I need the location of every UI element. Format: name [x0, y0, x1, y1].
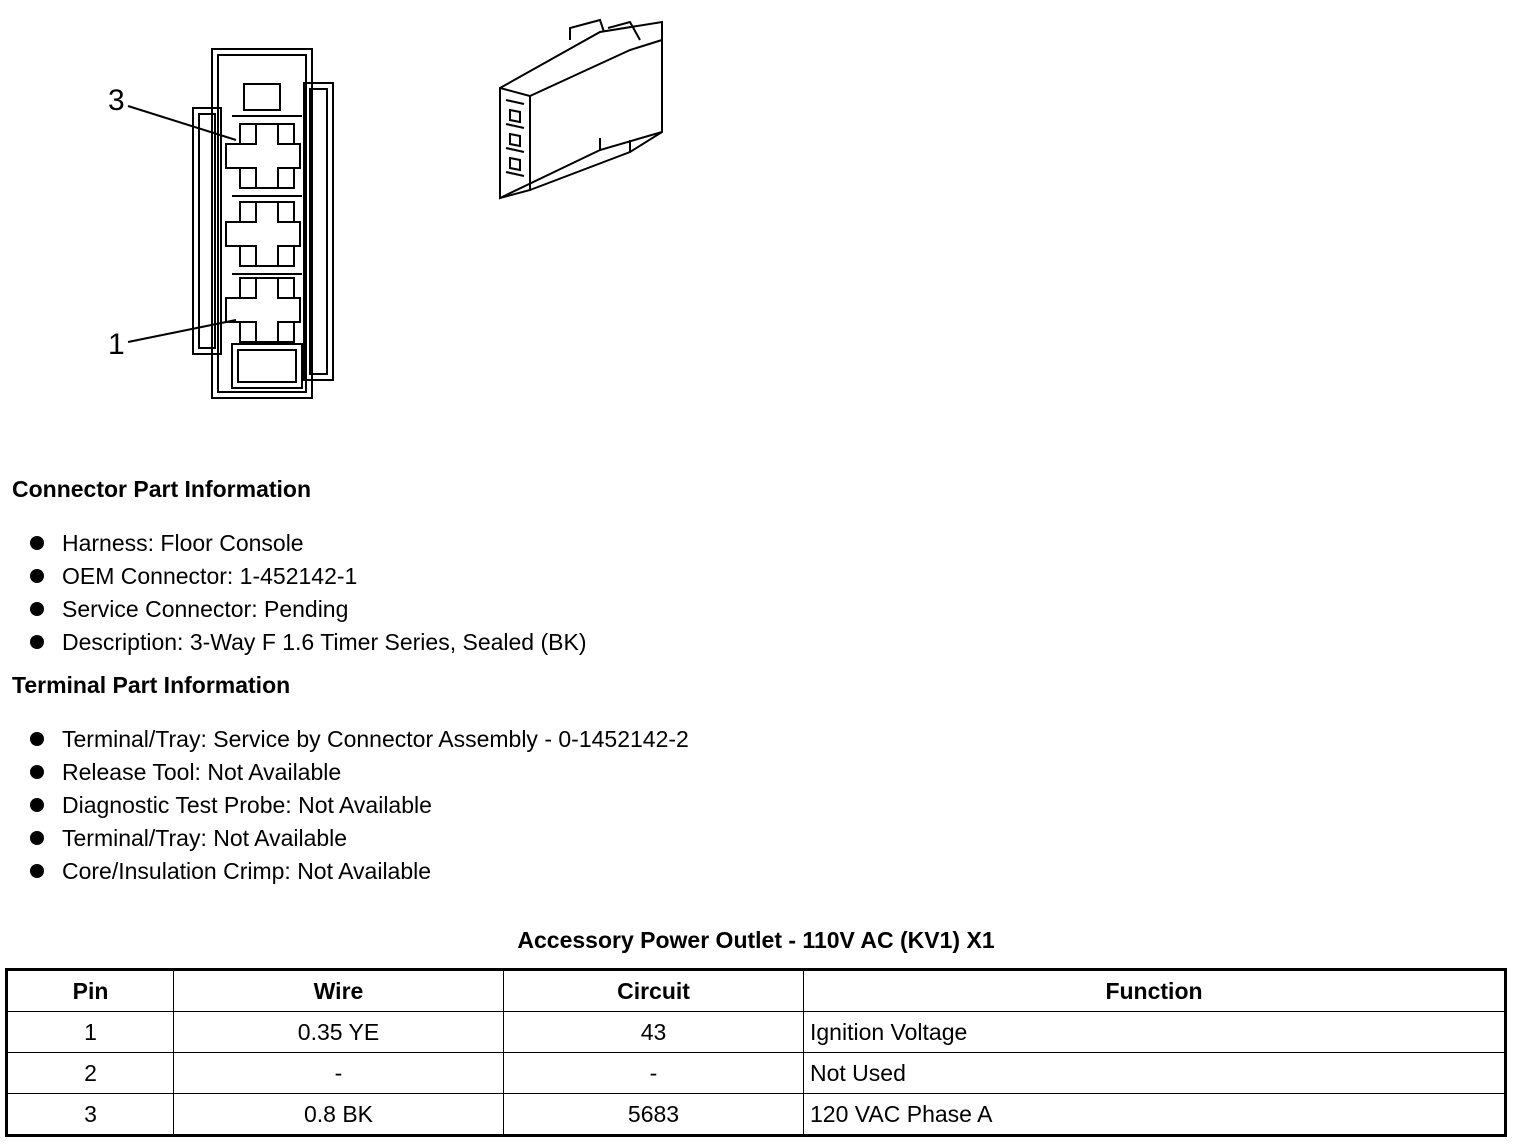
connector-isometric-view [500, 20, 662, 198]
bullet-icon [30, 536, 44, 550]
bullet-icon [30, 635, 44, 649]
terminal-info-list [28, 723, 689, 888]
table-header-row [7, 970, 1506, 1012]
wire-cell: 0.8 BK [174, 1094, 504, 1136]
pin-table-title: Accessory Power Outlet - 110V AC (KV1) X1 [517, 927, 995, 953]
circuit-cell: 5683 [504, 1094, 804, 1136]
table-row [7, 1094, 1506, 1136]
connector-info-heading: Connector Part Information [12, 476, 312, 502]
pin-cell: 1 [7, 1012, 174, 1053]
column-header-circuit: Circuit [504, 970, 804, 1012]
list-item: OEM Connector: 1-452142-1 [28, 560, 587, 593]
connector-info-list [28, 527, 587, 659]
terminal-cavity-1 [226, 278, 300, 342]
list-item: Description: 3-Way F 1.6 Timer Series, Sealed (BK) [28, 626, 587, 659]
pin-cell: 3 [7, 1094, 174, 1136]
list-item: Terminal/Tray: Not Available [28, 822, 689, 855]
function-cell: Ignition Voltage [804, 1012, 1506, 1053]
column-header-pin: Pin [7, 970, 174, 1012]
bullet-icon [30, 831, 44, 845]
column-header-function: Function [804, 970, 1506, 1012]
table-row [7, 1053, 1506, 1094]
bullet-icon [30, 798, 44, 812]
bullet-icon [30, 569, 44, 583]
leader-line-3 [128, 106, 236, 140]
circuit-cell: 43 [504, 1012, 804, 1053]
wire-cell: - [174, 1053, 504, 1094]
bullet-icon [30, 765, 44, 779]
list-item: Release Tool: Not Available [28, 756, 689, 789]
terminal-cavity-3 [226, 124, 300, 188]
connector-diagram [0, 0, 760, 440]
terminal-info-heading: Terminal Part Information [12, 672, 291, 698]
connector-face-drawing [0, 0, 760, 440]
terminal-cavity-2 [226, 202, 300, 266]
column-header-wire: Wire [174, 970, 504, 1012]
pin-table [5, 968, 1507, 1137]
bullet-icon [30, 864, 44, 878]
circuit-cell: - [504, 1053, 804, 1094]
function-cell: Not Used [804, 1053, 1506, 1094]
list-item: Core/Insulation Crimp: Not Available [28, 855, 689, 888]
function-cell: 120 VAC Phase A [804, 1094, 1506, 1136]
bullet-icon [30, 602, 44, 616]
list-item: Harness: Floor Console [28, 527, 587, 560]
table-row [7, 1012, 1506, 1053]
pin-cell: 2 [7, 1053, 174, 1094]
pin-label-3: 3 [108, 84, 125, 117]
list-item: Diagnostic Test Probe: Not Available [28, 789, 689, 822]
wire-cell: 0.35 YE [174, 1012, 504, 1053]
connector-face-view [128, 49, 333, 398]
list-item: Service Connector: Pending [28, 593, 587, 626]
pin-label-1: 1 [108, 328, 125, 361]
bullet-icon [30, 732, 44, 746]
list-item: Terminal/Tray: Service by Connector Assembly - 0-1452142-2 [28, 723, 689, 756]
leader-line-1 [128, 320, 236, 342]
